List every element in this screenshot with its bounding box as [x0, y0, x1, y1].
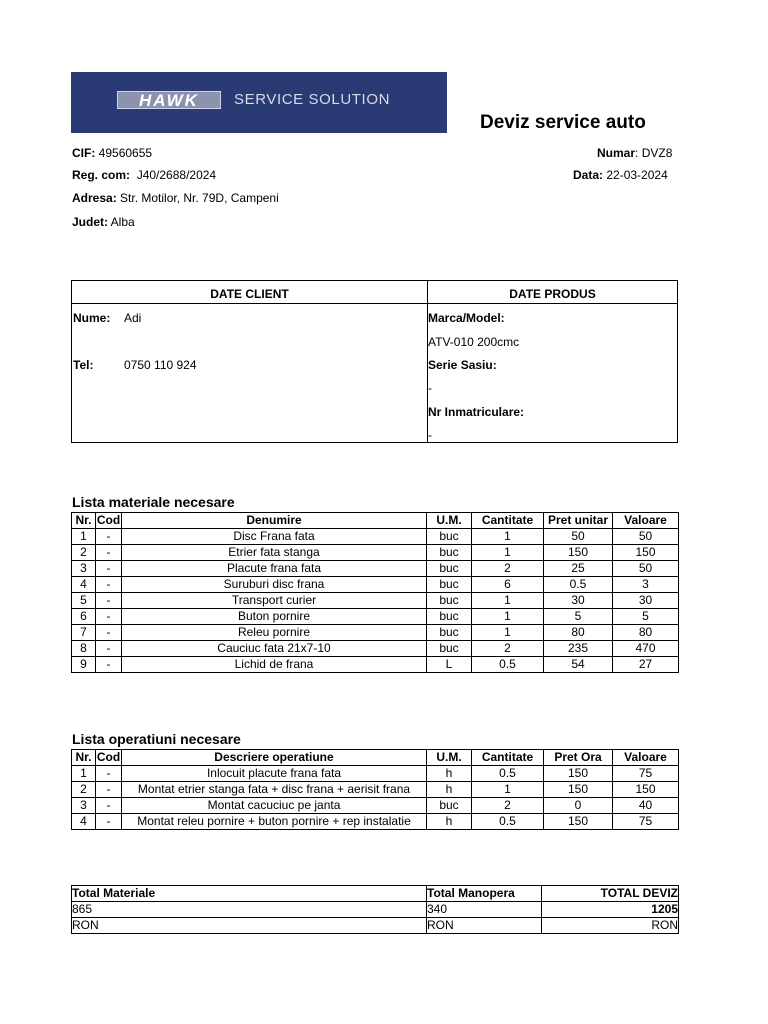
table-cell: buc: [427, 641, 472, 657]
totals-value-row: [72, 902, 679, 918]
table-cell: -: [96, 625, 122, 641]
date-value: 22-03-2024: [606, 168, 668, 182]
table-cell: 1: [472, 609, 544, 625]
table-row: [72, 814, 679, 830]
logo-brand: HAWK: [117, 91, 221, 109]
col-header: Cantitate: [472, 750, 544, 766]
client-name: Adi: [124, 311, 142, 325]
table-cell: 30: [613, 593, 679, 609]
col-header: Nr.: [72, 513, 96, 529]
table-cell: Transport curier: [122, 593, 427, 609]
table-cell: h: [427, 782, 472, 798]
table-cell: 54: [544, 657, 613, 673]
table-cell: 30: [544, 593, 613, 609]
col-header: Cod: [96, 750, 121, 764]
table-cell: 1: [472, 529, 544, 545]
totals-currency-row: [72, 918, 679, 934]
table-cell: 150: [613, 545, 679, 561]
table-row: [72, 593, 679, 609]
col-header: Valoare: [613, 513, 679, 529]
table-cell: 0.5: [544, 577, 613, 593]
table-cell: 1: [472, 625, 544, 641]
table-cell: 0: [544, 798, 613, 814]
table-row: [72, 529, 679, 545]
table-cell: -: [96, 545, 122, 561]
table-cell: 2: [472, 561, 544, 577]
operations-table: [71, 749, 679, 830]
table-cell: -: [96, 782, 122, 798]
materials-body: [72, 529, 679, 673]
table-cell: buc: [427, 609, 472, 625]
company-logo: [71, 72, 447, 133]
product-chassis-label: Serie Sasiu:: [428, 358, 497, 372]
table-cell: 2: [472, 798, 544, 814]
total-deviz-label: TOTAL DEVIZ: [542, 886, 679, 902]
table-row: [72, 577, 679, 593]
col-header: Cod: [96, 513, 121, 527]
table-cell: Etrier fata stanga: [122, 545, 427, 561]
table-cell: 3: [72, 561, 96, 577]
product-model-label: Marca/Model:: [428, 311, 505, 325]
total-materials-currency: RON: [72, 918, 427, 934]
col-header: Valoare: [613, 750, 679, 766]
table-cell: 27: [613, 657, 679, 673]
col-header: Denumire: [122, 513, 427, 529]
product-model: ATV-010 200cmc: [428, 335, 520, 349]
table-cell: Montat releu pornire + buton pornire + rep instalatie: [122, 814, 427, 830]
doc-number: Numar: DVZ8: [597, 146, 673, 160]
table-cell: 5: [544, 609, 613, 625]
table-cell: h: [427, 766, 472, 782]
table-cell: 0.5: [472, 766, 544, 782]
table-cell: -: [96, 593, 122, 609]
table-cell: 50: [613, 529, 679, 545]
table-cell: buc: [427, 561, 472, 577]
materials-table: [71, 512, 679, 673]
table-cell: 25: [544, 561, 613, 577]
table-header-row: [72, 750, 679, 766]
table-cell: -: [96, 798, 122, 814]
table-cell: Releu pornire: [122, 625, 427, 641]
table-cell: 235: [544, 641, 613, 657]
date-label: Data:: [573, 168, 604, 182]
table-cell: -: [96, 657, 122, 673]
table-cell: -: [96, 641, 122, 657]
company-reg: [72, 168, 216, 182]
table-row: [72, 782, 679, 798]
table-cell: 7: [72, 625, 96, 641]
table-cell: 9: [72, 657, 96, 673]
table-cell: -: [96, 814, 122, 830]
table-cell: Buton pornire: [122, 609, 427, 625]
table-cell: 75: [613, 814, 679, 830]
company-county: [72, 215, 135, 229]
total-labor-label: Total Manopera: [427, 886, 542, 902]
table-cell: 4: [72, 814, 96, 830]
table-cell: 1: [72, 766, 96, 782]
table-cell: -: [96, 561, 122, 577]
col-header: Pret unitar: [544, 513, 613, 529]
table-cell: 3: [613, 577, 679, 593]
col-header: U.M.: [427, 513, 472, 529]
address-label: Adresa:: [72, 191, 117, 205]
product-chassis: -: [428, 381, 432, 395]
total-labor-currency: RON: [427, 918, 542, 934]
client-tel-label: Tel:: [73, 358, 94, 372]
table-cell: 8: [72, 641, 96, 657]
col-header: Descriere operatiune: [122, 750, 427, 766]
product-plate-label: Nr Inmatriculare:: [428, 405, 525, 419]
table-row: [72, 657, 679, 673]
col-header: Pret Ora: [544, 750, 613, 766]
table-cell: L: [427, 657, 472, 673]
table-row: [72, 766, 679, 782]
county-value: Alba: [110, 215, 135, 229]
table-cell: 6: [72, 609, 96, 625]
table-cell: 40: [613, 798, 679, 814]
table-cell: 2: [72, 782, 96, 798]
table-cell: 150: [544, 814, 613, 830]
table-cell: -: [96, 609, 122, 625]
table-row: [72, 545, 679, 561]
total-materials-label: Total Materiale: [72, 886, 427, 902]
table-cell: 80: [613, 625, 679, 641]
cif-label: CIF:: [72, 146, 96, 160]
company-address: [72, 191, 279, 205]
client-tel: 0750 110 924: [124, 358, 197, 372]
table-cell: 150: [544, 545, 613, 561]
table-cell: buc: [427, 577, 472, 593]
table-cell: 80: [544, 625, 613, 641]
table-cell: 150: [544, 766, 613, 782]
cif-value: 49560655: [98, 146, 153, 160]
col-header: Nr.: [72, 750, 96, 766]
table-cell: 2: [472, 641, 544, 657]
table-cell: 150: [544, 782, 613, 798]
table-cell: buc: [427, 545, 472, 561]
table-row: [72, 561, 679, 577]
table-row: [72, 641, 679, 657]
table-cell: buc: [427, 529, 472, 545]
table-cell: Suruburi disc frana: [122, 577, 427, 593]
operations-title: Lista operatiuni necesare: [72, 731, 241, 747]
company-cif: [72, 146, 152, 160]
total-labor-value: 340: [427, 902, 542, 918]
total-deviz-currency: RON: [542, 918, 679, 934]
table-cell: 1: [72, 529, 96, 545]
table-cell: 6: [472, 577, 544, 593]
table-row: [72, 625, 679, 641]
table-cell: 1: [472, 593, 544, 609]
table-row: [72, 798, 679, 814]
table-cell: Cauciuc fata 21x7-10: [122, 641, 427, 657]
table-cell: 5: [613, 609, 679, 625]
client-name-label: Nume:: [73, 311, 111, 325]
table-cell: 4: [72, 577, 96, 593]
reg-label: Reg. com:: [72, 168, 131, 182]
table-cell: 2: [72, 545, 96, 561]
table-cell: Lichid de frana: [122, 657, 427, 673]
table-cell: -: [96, 577, 122, 593]
table-cell: 50: [613, 561, 679, 577]
total-deviz-value: 1205: [542, 902, 679, 918]
table-cell: buc: [427, 593, 472, 609]
table-cell: 0.5: [472, 657, 544, 673]
totals-table: [71, 885, 679, 934]
number-label: Numar: [597, 146, 636, 160]
table-cell: 1: [472, 782, 544, 798]
total-materials-value: 865: [72, 902, 427, 918]
col-header: Cantitate: [472, 513, 544, 529]
table-cell: 150: [613, 782, 679, 798]
table-cell: buc: [427, 625, 472, 641]
materials-title: Lista materiale necesare: [72, 494, 235, 510]
table-cell: -: [96, 766, 122, 782]
table-row: [72, 609, 679, 625]
table-cell: 470: [613, 641, 679, 657]
table-header-row: [72, 513, 679, 529]
table-cell: 0.5: [472, 814, 544, 830]
address-value: Str. Motilor, Nr. 79D, Campeni: [120, 191, 279, 205]
table-cell: 3: [72, 798, 96, 814]
table-cell: Montat etrier stanga fata + disc frana + aerisit frana: [122, 782, 427, 798]
client-product-box: [71, 280, 678, 443]
table-cell: h: [427, 814, 472, 830]
table-cell: Inlocuit placute frana fata: [122, 766, 427, 782]
table-cell: 75: [613, 766, 679, 782]
table-cell: buc: [427, 798, 472, 814]
table-cell: Disc Frana fata: [122, 529, 427, 545]
operations-body: [72, 766, 679, 830]
product-header: DATE PRODUS: [428, 281, 677, 304]
col-header: U.M.: [427, 750, 472, 766]
table-cell: 1: [472, 545, 544, 561]
table-cell: 50: [544, 529, 613, 545]
document-title: Deviz service auto: [480, 112, 646, 133]
totals-label-row: [72, 886, 679, 902]
product-plate: -: [428, 428, 432, 442]
number-value: DVZ8: [641, 146, 673, 160]
table-cell: Placute frana fata: [122, 561, 427, 577]
client-header: DATE CLIENT: [72, 281, 427, 304]
doc-date: [573, 168, 668, 182]
logo-tagline: SERVICE SOLUTION: [234, 91, 391, 108]
county-label: Judet:: [72, 215, 108, 229]
table-cell: Montat cacuciuc pe janta: [122, 798, 427, 814]
reg-value: J40/2688/2024: [136, 168, 217, 182]
table-cell: -: [96, 529, 122, 545]
table-cell: 5: [72, 593, 96, 609]
